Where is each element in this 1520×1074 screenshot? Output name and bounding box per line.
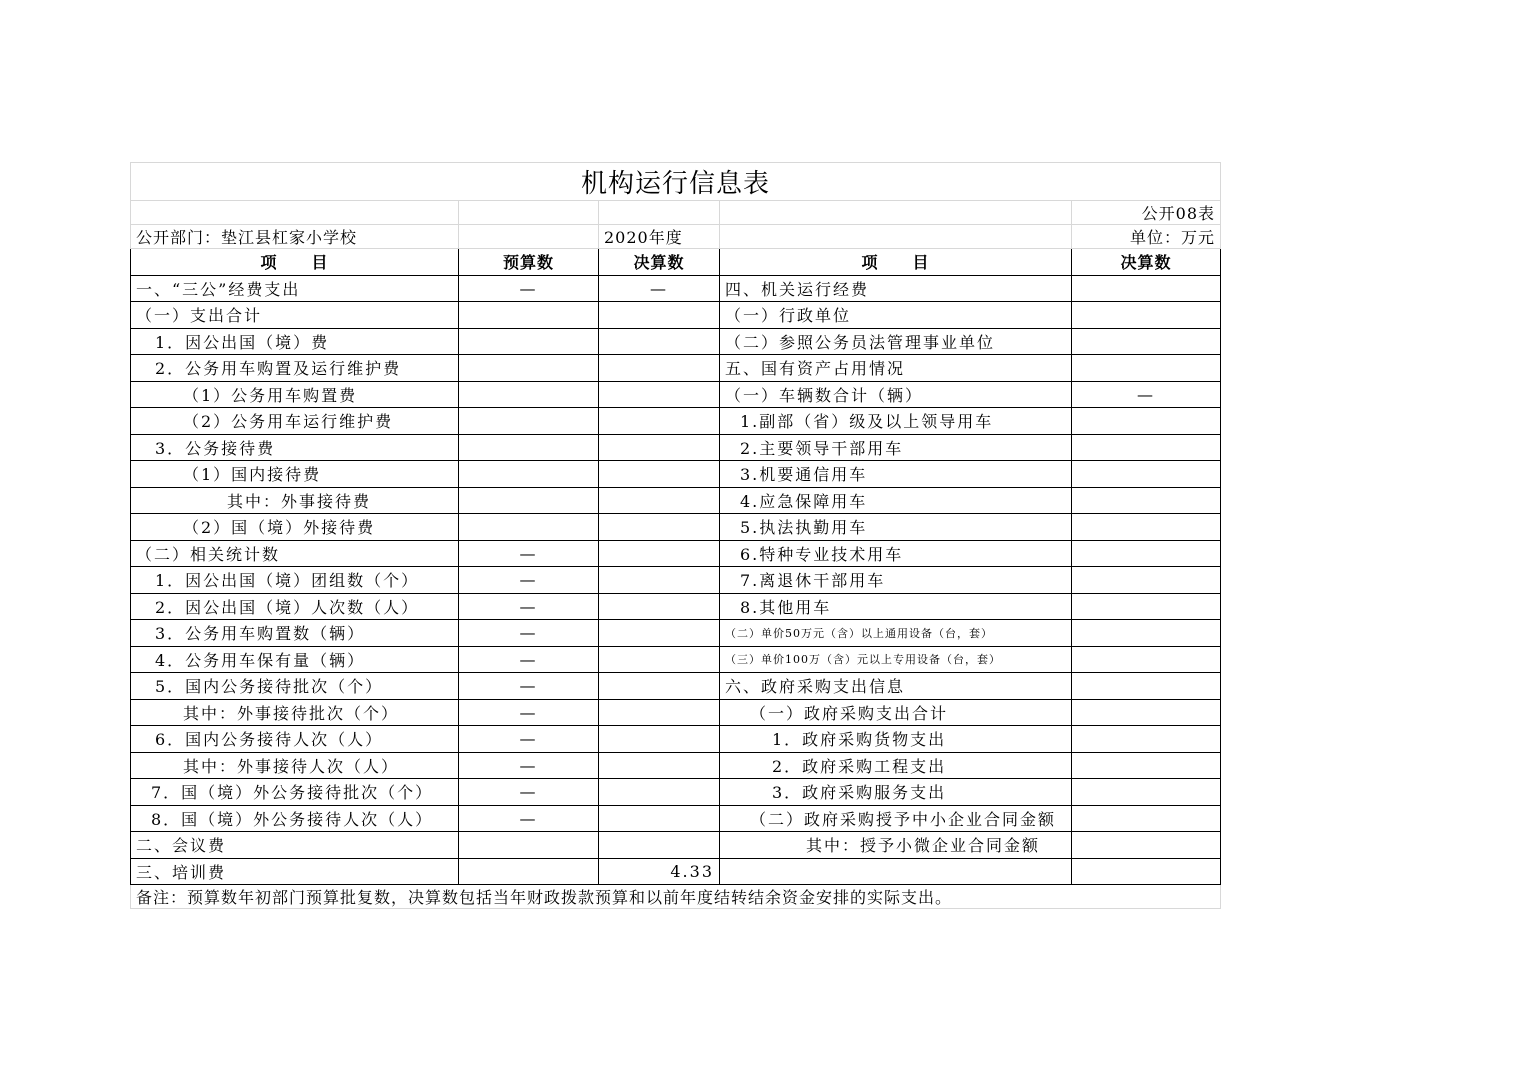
table-row [131, 620, 1221, 647]
budget-value [459, 832, 599, 859]
budget-value: — [459, 805, 599, 832]
left-item: （二）相关统计数 [131, 540, 459, 567]
right-item: 6.特种专业技术用车 [720, 540, 1072, 567]
left-item: （2）公务用车运行维护费 [131, 408, 459, 435]
right-value [1072, 805, 1221, 832]
left-item: 4．公务用车保有量（辆） [131, 646, 459, 673]
budget-value [459, 858, 599, 885]
budget-value: — [459, 779, 599, 806]
right-item: （二）单价50万元（含）以上通用设备（台，套） [720, 620, 1072, 647]
fiscal-year: 2020年度 [599, 225, 720, 249]
budget-value: — [459, 593, 599, 620]
left-item: 6．国内公务接待人次（人） [131, 726, 459, 753]
table-row [131, 832, 1221, 859]
unit-label: 单位：万元 [1072, 225, 1221, 249]
budget-value [459, 434, 599, 461]
header-item-left: 项 目 [131, 249, 459, 276]
left-item: 2．公务用车购置及运行维护费 [131, 355, 459, 382]
budget-value [459, 328, 599, 355]
budget-value: — [459, 275, 599, 302]
right-value [1072, 673, 1221, 700]
table-row [131, 779, 1221, 806]
final-value [599, 434, 720, 461]
final-value [599, 620, 720, 647]
right-item: 其中：授予小微企业合同金额 [720, 832, 1072, 859]
final-value [599, 593, 720, 620]
left-item: 三、培训费 [131, 858, 459, 885]
final-value [599, 487, 720, 514]
table-row [131, 275, 1221, 302]
left-item: 3．公务接待费 [131, 434, 459, 461]
table-row [131, 434, 1221, 461]
right-item: （三）单价100万（含）元以上专用设备（台，套） [720, 646, 1072, 673]
left-item: （1）公务用车购置费 [131, 381, 459, 408]
table-row [131, 752, 1221, 779]
final-value [599, 699, 720, 726]
page-title: 机构运行信息表 [131, 163, 1221, 201]
header-final-right: 决算数 [1072, 249, 1221, 276]
table-row [131, 302, 1221, 329]
right-item: 六、政府采购支出信息 [720, 673, 1072, 700]
left-item: （一）支出合计 [131, 302, 459, 329]
left-item: （1）国内接待费 [131, 461, 459, 488]
right-value [1072, 540, 1221, 567]
table-row [131, 726, 1221, 753]
table-row [131, 805, 1221, 832]
final-value [599, 302, 720, 329]
final-value [599, 461, 720, 488]
table-row [131, 461, 1221, 488]
table-row [131, 858, 1221, 885]
right-item [720, 858, 1072, 885]
right-value [1072, 275, 1221, 302]
right-item: 四、机关运行经费 [720, 275, 1072, 302]
table-row [131, 673, 1221, 700]
right-value [1072, 302, 1221, 329]
department-label: 公开部门：垫江县杠家小学校 [131, 225, 459, 249]
budget-value: — [459, 752, 599, 779]
budget-value: — [459, 726, 599, 753]
left-item: 二、会议费 [131, 832, 459, 859]
table-row [131, 699, 1221, 726]
left-item: 其中：外事接待人次（人） [131, 752, 459, 779]
right-item: 2．政府采购工程支出 [720, 752, 1072, 779]
final-value [599, 408, 720, 435]
left-item: 2．因公出国（境）人次数（人） [131, 593, 459, 620]
left-item: 1．因公出国（境）费 [131, 328, 459, 355]
table-row [131, 381, 1221, 408]
report-sheet [130, 162, 1220, 909]
left-item: 其中：外事接待费 [131, 487, 459, 514]
final-value [599, 726, 720, 753]
right-item: （一）行政单位 [720, 302, 1072, 329]
final-value: 4.33 [599, 858, 720, 885]
right-value [1072, 646, 1221, 673]
right-value [1072, 752, 1221, 779]
budget-value [459, 514, 599, 541]
left-item: 1．因公出国（境）团组数（个） [131, 567, 459, 594]
table-row [131, 646, 1221, 673]
left-item: 5．国内公务接待批次（个） [131, 673, 459, 700]
budget-value: — [459, 540, 599, 567]
right-item: （一）车辆数合计（辆） [720, 381, 1072, 408]
budget-value: — [459, 699, 599, 726]
right-item: （二）政府采购授予中小企业合同金额 [720, 805, 1072, 832]
right-item: 3．政府采购服务支出 [720, 779, 1072, 806]
budget-value [459, 408, 599, 435]
final-value [599, 540, 720, 567]
left-item: 其中：外事接待批次（个） [131, 699, 459, 726]
right-item: 3.机要通信用车 [720, 461, 1072, 488]
right-value [1072, 858, 1221, 885]
table-row [131, 487, 1221, 514]
right-value: — [1072, 381, 1221, 408]
final-value [599, 646, 720, 673]
right-value [1072, 408, 1221, 435]
right-item: 1．政府采购货物支出 [720, 726, 1072, 753]
right-value [1072, 514, 1221, 541]
right-item: （二）参照公务员法管理事业单位 [720, 328, 1072, 355]
right-item: （一）政府采购支出合计 [720, 699, 1072, 726]
right-value [1072, 434, 1221, 461]
final-value [599, 779, 720, 806]
table-number: 公开08表 [1072, 201, 1221, 225]
final-value: — [599, 275, 720, 302]
table-row [131, 355, 1221, 382]
right-item: 五、国有资产占用情况 [720, 355, 1072, 382]
header-budget: 预算数 [459, 249, 599, 276]
budget-value [459, 302, 599, 329]
final-value [599, 514, 720, 541]
final-value [599, 567, 720, 594]
right-value [1072, 699, 1221, 726]
right-value [1072, 726, 1221, 753]
table-row [131, 593, 1221, 620]
budget-value: — [459, 673, 599, 700]
right-value [1072, 832, 1221, 859]
left-item: 7．国（境）外公务接待批次（个） [131, 779, 459, 806]
final-value [599, 752, 720, 779]
final-value [599, 355, 720, 382]
final-value [599, 805, 720, 832]
final-value [599, 832, 720, 859]
header-item-right: 项 目 [720, 249, 1072, 276]
budget-value [459, 487, 599, 514]
final-value [599, 328, 720, 355]
right-item: 4.应急保障用车 [720, 487, 1072, 514]
right-value [1072, 593, 1221, 620]
table-row [131, 514, 1221, 541]
final-value [599, 673, 720, 700]
report-table [130, 162, 1221, 909]
table-row [131, 540, 1221, 567]
right-item: 1.副部（省）级及以上领导用车 [720, 408, 1072, 435]
right-value [1072, 487, 1221, 514]
left-item: 一、“三公”经费支出 [131, 275, 459, 302]
right-item: 5.执法执勤用车 [720, 514, 1072, 541]
footnote: 备注：预算数年初部门预算批复数，决算数包括当年财政拨款预算和以前年度结转结余资金安排的实际支出。 [131, 885, 1221, 909]
right-item: 2.主要领导干部用车 [720, 434, 1072, 461]
right-value [1072, 567, 1221, 594]
right-value [1072, 461, 1221, 488]
budget-value [459, 355, 599, 382]
right-value [1072, 620, 1221, 647]
budget-value: — [459, 620, 599, 647]
budget-value: — [459, 567, 599, 594]
right-value [1072, 779, 1221, 806]
right-item: 7.离退休干部用车 [720, 567, 1072, 594]
budget-value: — [459, 646, 599, 673]
left-item: （2）国（境）外接待费 [131, 514, 459, 541]
right-value [1072, 355, 1221, 382]
final-value [599, 381, 720, 408]
table-row [131, 567, 1221, 594]
table-row [131, 328, 1221, 355]
budget-value [459, 461, 599, 488]
right-item: 8.其他用车 [720, 593, 1072, 620]
header-final: 决算数 [599, 249, 720, 276]
left-item: 3．公务用车购置数（辆） [131, 620, 459, 647]
budget-value [459, 381, 599, 408]
right-value [1072, 328, 1221, 355]
table-row [131, 408, 1221, 435]
left-item: 8．国（境）外公务接待人次（人） [131, 805, 459, 832]
